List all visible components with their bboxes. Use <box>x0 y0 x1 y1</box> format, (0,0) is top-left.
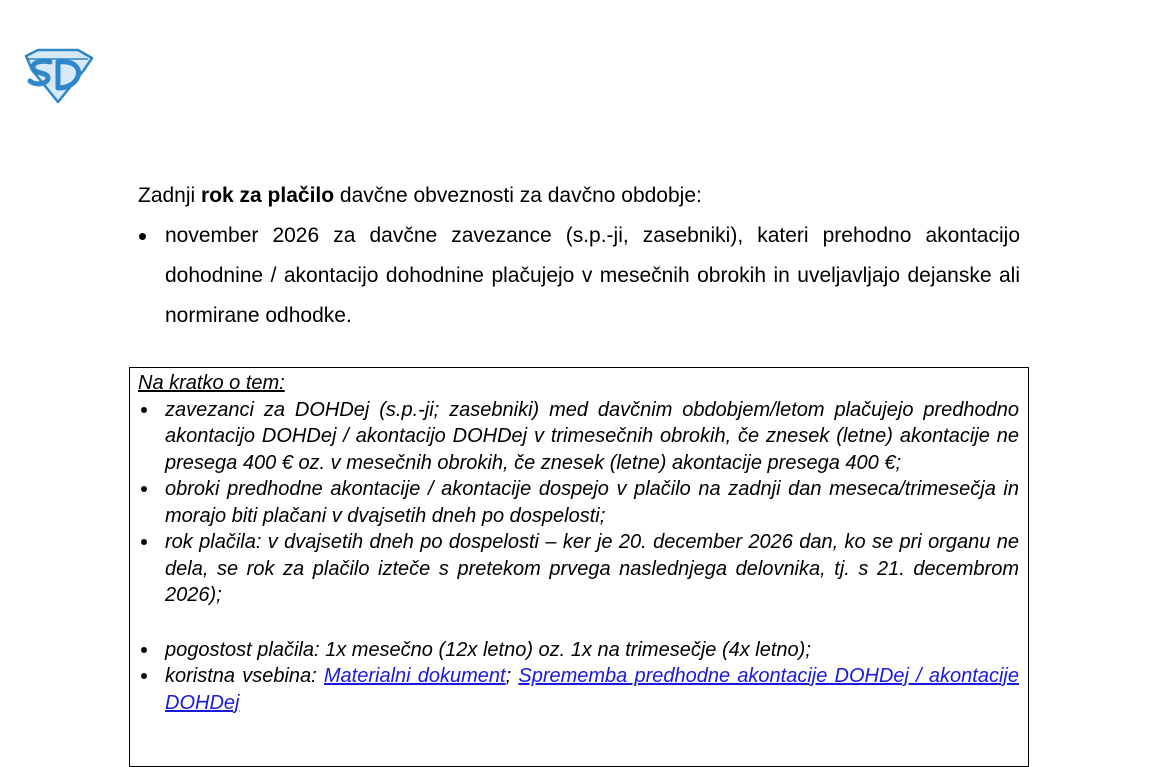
summary-heading: Na kratko o tem: <box>138 372 285 394</box>
summary-item: zavezanci za DOHDej (s.p.-ji; zasebniki) med davčnim obdobjem/letom plačujejo predhodno akontacijo DOHDej / akontacijo DOHDej v trimesečnih obrokih, če znesek (letne) akontacije ne presega 400 € oz. v mesečnih obrokih, če znesek (letne) akontacije presega 400 €; <box>138 397 1019 477</box>
deadline-emphasis: rok za plačilo <box>201 184 335 207</box>
summary-item: rok plačila: v dvajsetih dneh po dospelosti – ker je 20. december 2026 dan, ko se pri organu ne dela, se rok za plačilo izteče s pretekom prvega naslednjega delovnika, tj. s 21. decembrom 2026); <box>138 529 1019 609</box>
intro-section <box>138 176 1020 336</box>
summary-item: obroki predhodne akontacije / akontacije dospejo v plačilo na zadnji dan meseca/trimesečja in morajo biti plačani v dvajsetih dneh po dospelosti; <box>138 476 1019 529</box>
useful-content-item: koristna vsebina: Materialni dokument; Sprememba predhodne akontacije DOHDej / akontacije DOHDej <box>138 663 1019 716</box>
sd-shield-logo-icon <box>22 48 94 104</box>
deadline-list <box>138 216 1020 336</box>
deadline-intro-line: Zadnji rok za plačilo davčne obveznosti za davčno obdobje: <box>138 184 702 207</box>
summary-item: pogostost plačila: 1x mesečno (12x letno) oz. 1x na trimesečje (4x letno); <box>138 637 1019 664</box>
summary-list <box>138 397 1019 717</box>
sprememba-akontacije-link[interactable]: Sprememba predhodne akontacije DOHDej / akontacije DOHDej <box>165 665 1019 714</box>
deadline-bullet: november 2026 za davčne zavezance (s.p.-ji, zasebniki), kateri prehodno akontacijo dohodnine / akontacijo dohodnine plačujejo v mesečnih obrokih in uveljavljajo dejanske ali normirane odhodke. <box>138 216 1020 336</box>
summary-box <box>129 367 1029 767</box>
materialni-dokument-link[interactable]: Materialni dokument <box>323 665 506 687</box>
